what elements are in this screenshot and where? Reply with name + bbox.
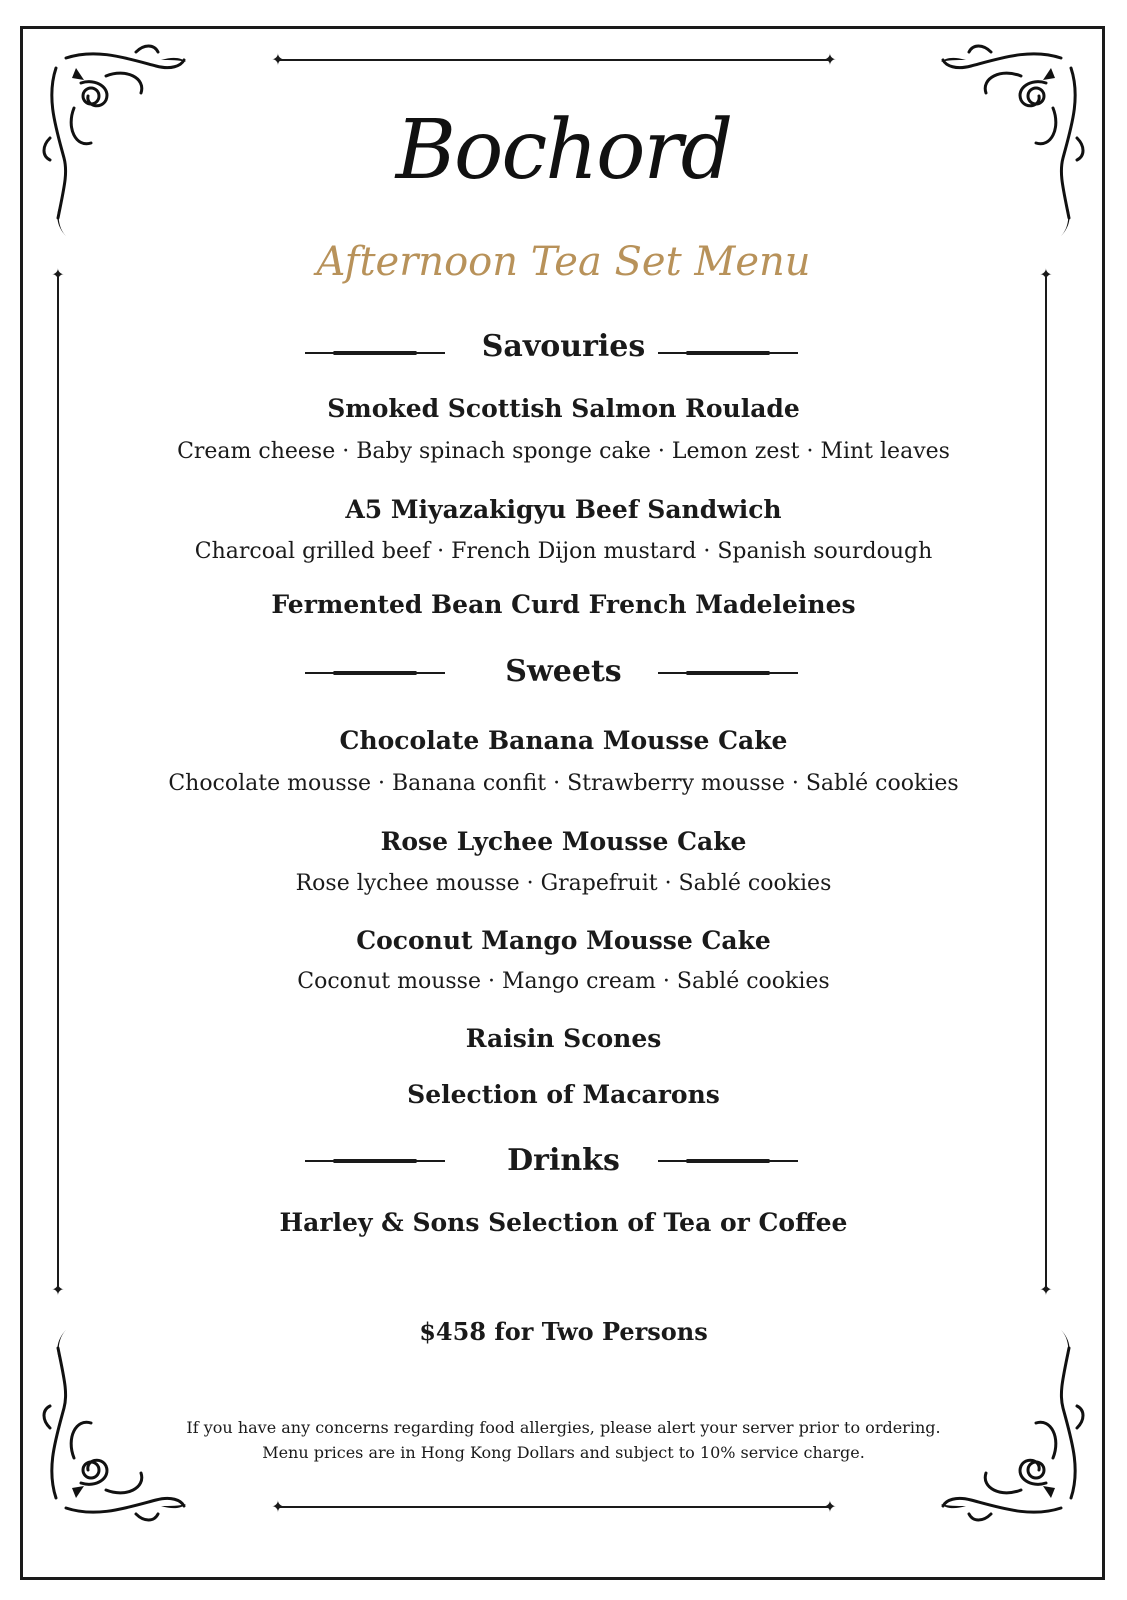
menu-item-name: Raisin Scones — [465, 1024, 662, 1053]
top-rule — [278, 59, 830, 61]
bottom-right-star-icon: ✦ — [823, 1497, 837, 1516]
menu-item-name: Fermented Bean Curd French Madeleines — [271, 590, 856, 619]
menu-subtitle: Afternoon Tea Set Menu — [316, 239, 811, 285]
bottom-left-star-icon: ✦ — [271, 1497, 285, 1516]
top-left-star-icon: ✦ — [271, 50, 285, 69]
menu-item-name: Coconut Mango Mousse Cake — [356, 926, 771, 955]
section-title-sweets: Sweets — [505, 654, 622, 689]
menu-item-description: Charcoal grilled beef · French Dijon mustard · Spanish sourdough — [194, 539, 933, 564]
menu-item-description: Chocolate mousse · Banana confit · Strawberry mousse · Sablé cookies — [168, 771, 959, 796]
allergy-notice: If you have any concerns regarding food allergies, please alert your server prior to ordering. — [186, 1418, 941, 1437]
menu-item-name: Harley & Sons Selection of Tea or Coffee — [279, 1208, 848, 1237]
left-top-star-icon: ✦ — [51, 265, 65, 284]
left-bottom-star-icon: ✦ — [51, 1280, 65, 1299]
brand-logo-text: Bochord — [395, 103, 732, 198]
bottom-rule — [278, 1506, 830, 1508]
set-price: $458 for Two Persons — [419, 1317, 708, 1346]
menu-item-name: Chocolate Banana Mousse Cake — [339, 726, 788, 755]
top-right-star-icon: ✦ — [823, 50, 837, 69]
menu-item-description: Cream cheese · Baby spinach sponge cake · Lemon zest · Mint leaves — [177, 439, 950, 464]
pricing-notice: Menu prices are in Hong Kong Dollars and subject to 10% service charge. — [262, 1443, 865, 1462]
right-bottom-star-icon: ✦ — [1039, 1280, 1053, 1299]
menu-item-name: A5 Miyazakigyu Beef Sandwich — [345, 495, 782, 524]
menu-item-description: Coconut mousse · Mango cream · Sablé cookies — [297, 969, 830, 994]
section-title-drinks: Drinks — [507, 1143, 620, 1178]
menu-item-description: Rose lychee mousse · Grapefruit · Sablé cookies — [295, 871, 832, 896]
section-title-savouries: Savouries — [481, 329, 646, 364]
right-top-star-icon: ✦ — [1039, 265, 1053, 284]
menu-item-name: Smoked Scottish Salmon Roulade — [327, 394, 800, 423]
menu-item-name: Selection of Macarons — [407, 1080, 720, 1109]
menu-item-name: Rose Lychee Mousse Cake — [380, 827, 747, 856]
